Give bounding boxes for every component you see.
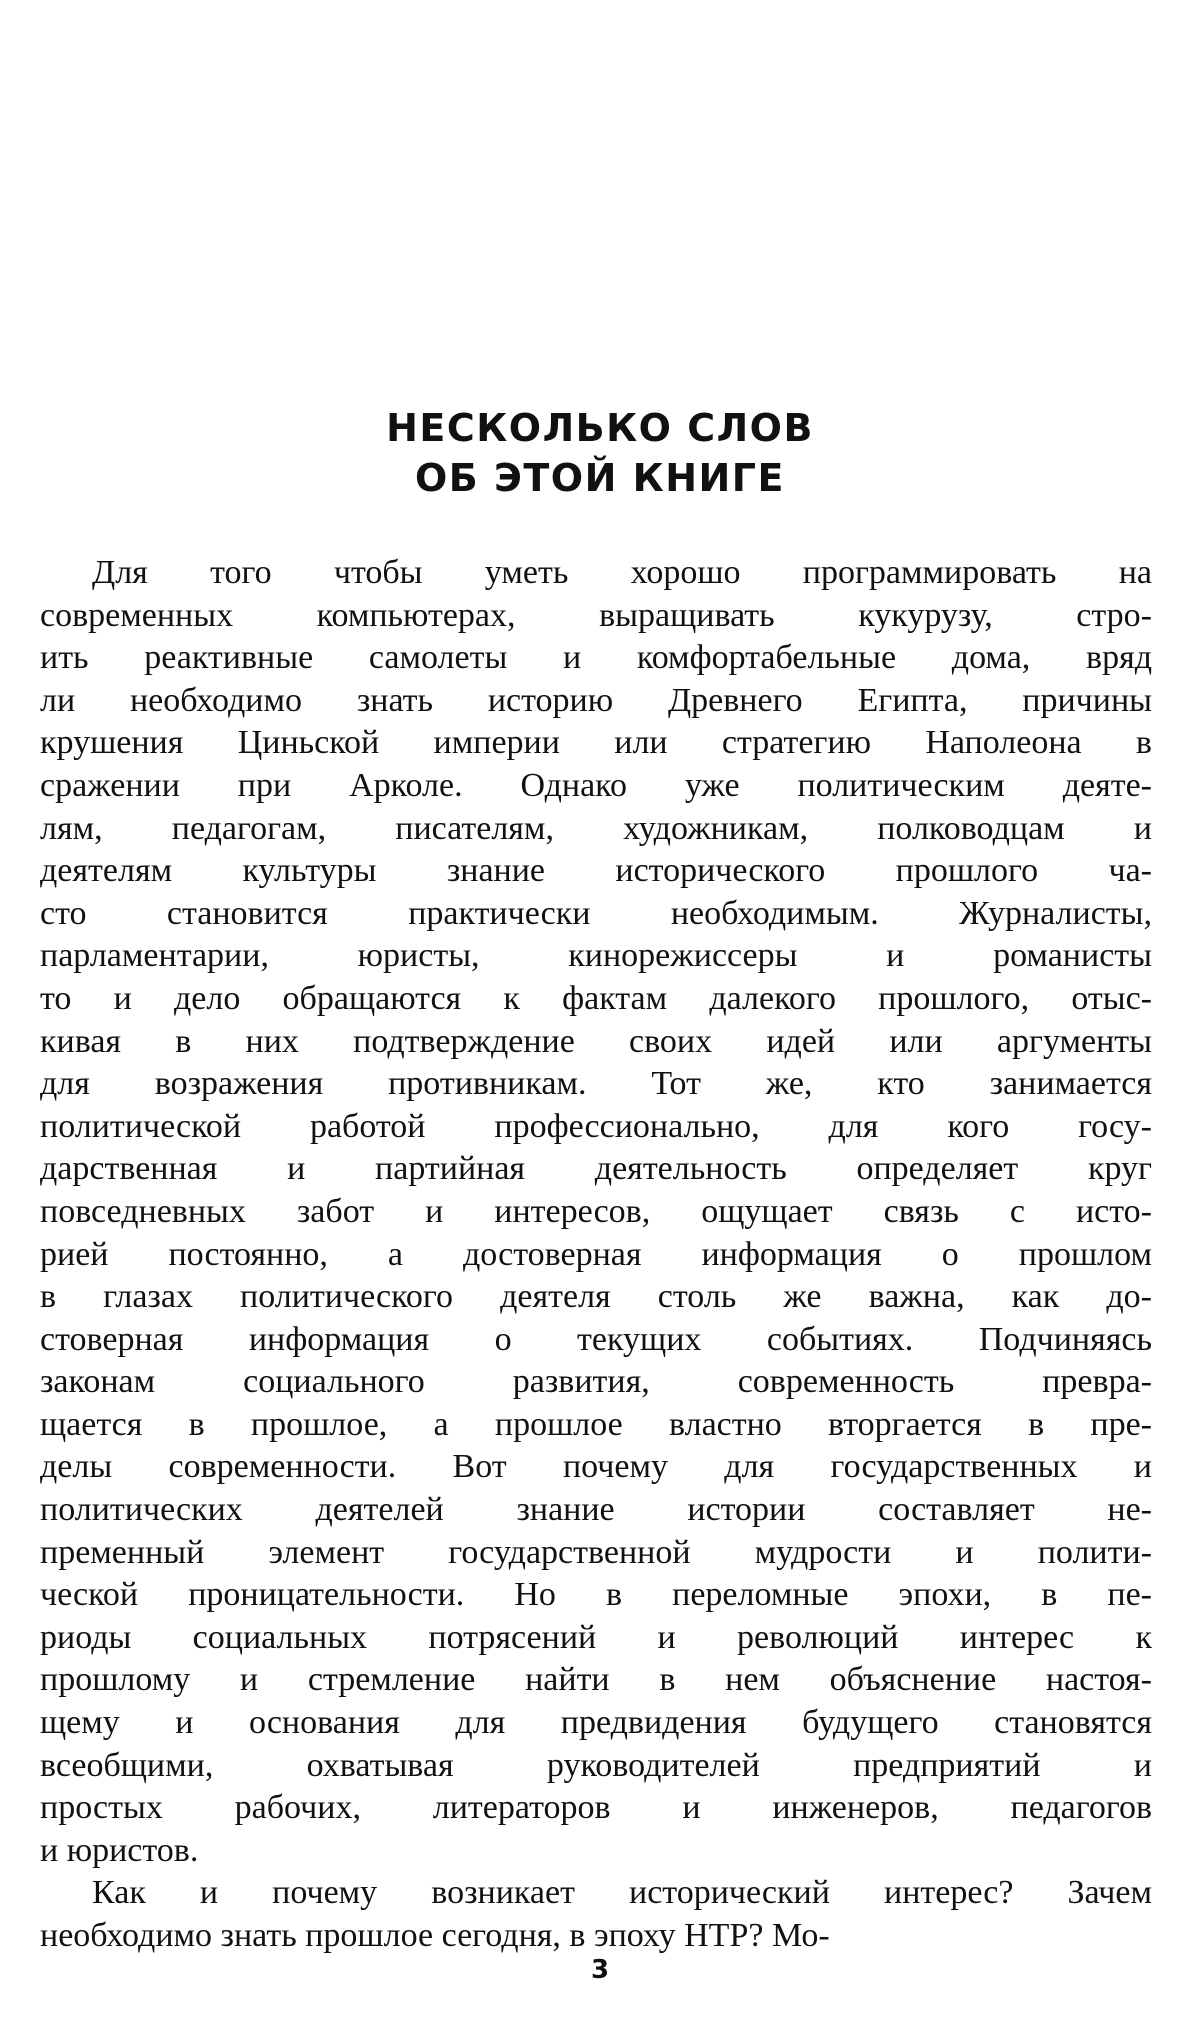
text-line: то и дело обращаются к фактам далекого прошлого, отыс- (40, 979, 1152, 1017)
text-line: дарственная и партийная деятельность определяет круг (40, 1150, 1152, 1188)
text-line: стоверная информация о текущих событиях. Подчиняясь (40, 1320, 1152, 1358)
text-line: ли необходимо знать историю Древнего Египта, причины (40, 681, 1152, 719)
text-line: и юристов. (40, 1831, 199, 1869)
text-line: крушения Циньской империи или стратегию Наполеона в (40, 724, 1152, 762)
text-line: сражении при Арколе. Однако уже политическим деяте- (40, 766, 1152, 804)
text-line: щему и основания для предвидения будущего становятся (40, 1704, 1152, 1742)
text-line: для возражения противникам. Тот же, кто занимается (40, 1065, 1152, 1103)
text-line: пременный элемент государственной мудрости и полити- (40, 1533, 1152, 1571)
text-line: Для того чтобы уметь хорошо программировать на (92, 554, 1152, 591)
text-line: необходимо знать прошлое сегодня, в эпоху НТР? Мо- (40, 1917, 830, 1954)
text-line: простых рабочих, литераторов и инженеров, педагогов (40, 1789, 1152, 1827)
text-line: делы современности. Вот почему для государственных и (40, 1448, 1152, 1486)
text-line: в глазах политического деятеля столь же важна, как до- (40, 1278, 1152, 1316)
text-line: законам социального развития, современность превра- (40, 1363, 1152, 1401)
text-line: современных компьютерах, выращивать кукурузу, стро- (40, 596, 1152, 634)
paragraph (40, 552, 1152, 1872)
text-line: ческой проницательности. Но в переломные эпохи, в пе- (40, 1576, 1152, 1614)
text-line: риоды социальных потрясений и революций интерес к (40, 1618, 1152, 1656)
text-line: ить реактивные самолеты и комфортабельные дома, вряд (40, 639, 1152, 677)
text-line: щается в прошлое, а прошлое властно вторгается в пре- (40, 1405, 1152, 1443)
paragraph (40, 1872, 1152, 1957)
text-line: парламентарии, юристы, кинорежиссеры и романисты (40, 937, 1152, 975)
text-line: рией постоянно, а достоверная информация о прошлом (40, 1235, 1152, 1273)
chapter-title (0, 403, 1200, 503)
text-line: всеобщими, охватывая руководителей предприятий и (40, 1746, 1152, 1784)
chapter-title-line-1: НЕСКОЛЬКО СЛОВ (386, 406, 814, 450)
chapter-title-line-2: ОБ ЭТОЙ КНИГЕ (415, 456, 785, 500)
text-line: политических деятелей знание истории составляет не- (40, 1491, 1152, 1529)
text-line: сто становится практически необходимым. Журналисты, (40, 894, 1152, 932)
text-line: кивая в них подтверждение своих идей или аргументы (40, 1022, 1152, 1060)
text-line: повседневных забот и интересов, ощущает связь с исто- (40, 1192, 1152, 1230)
text-line: политической работой профессионально, для кого госу- (40, 1107, 1152, 1145)
text-line: лям, педагогам, писателям, художникам, полководцам и (40, 809, 1152, 847)
text-line: деятелям культуры знание исторического прошлого ча- (40, 852, 1152, 890)
text-line: Как и почему возникает исторический интерес? Зачем (92, 1874, 1152, 1912)
page-number: 3 (590, 1955, 610, 1985)
text-line: прошлому и стремление найти в нем объяснение настоя- (40, 1661, 1152, 1699)
body-text (40, 552, 1152, 1958)
